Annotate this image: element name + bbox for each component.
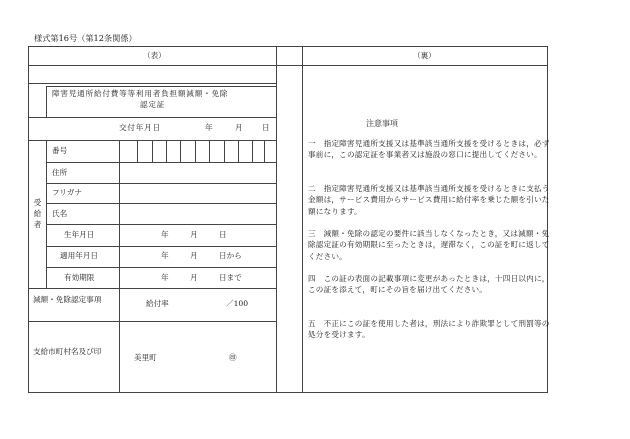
back-header: （裏）	[413, 51, 436, 60]
validity-until-unit: 日まで	[219, 273, 242, 282]
name-label: 氏名	[52, 209, 68, 218]
number-label: 番号	[52, 146, 68, 155]
note-item-4: 四 この証の表面の記載事項に変更があったときは，十四日以内に，この証を添えて，町にその旨を届け出てください。	[308, 274, 550, 295]
issue-date-label: 交付年月日	[119, 123, 161, 132]
form-label: 様式第16号（第12条関係）	[34, 33, 137, 43]
municipality-name: 美里町	[134, 353, 157, 362]
issue-date-year: 年	[205, 123, 213, 132]
issue-date-day: 日	[262, 123, 270, 132]
address-label: 住所	[52, 168, 68, 177]
applicable-from-unit: 日から	[219, 251, 242, 260]
certificate-title-line1: 障害児通所給付費等等利用者負担額減額・免除	[52, 89, 229, 98]
birth-month-unit: 月	[190, 230, 198, 239]
applicable-date-label: 適用年月日	[60, 251, 98, 260]
birth-year-unit: 年	[161, 230, 169, 239]
validity-year-unit: 年	[161, 273, 169, 282]
validity-label: 有効期限	[64, 273, 95, 282]
applicable-month-unit: 月	[190, 251, 198, 260]
birth-day-unit: 日	[219, 230, 227, 239]
note-item-2: 二 指定障害児通所支援又は基準該当通所支援を受けるときに支払う金額は，サービス費用からサービス費用に給付率を乗じた額を引いた額になります。	[308, 184, 550, 216]
seal-mark: ㊞	[229, 353, 237, 362]
note-item-1: 一 指定障害児通所支援又は基準該当通所支援を受けるときは，必ず事前に，この認定証を事業者又は施設の窓口に提出してください。	[308, 139, 550, 160]
municipality-label: 支給市町村名及び印	[33, 347, 102, 356]
note-item-3: 三 減額・免除の認定の要件に該当しなくなったとき，又は減額・免除認定証の有効期限に至ったときは，遅滞なく，この証を町に返してください。	[308, 229, 550, 261]
benefit-rate-label: 給付率	[146, 299, 169, 308]
note-item-5: 五 不正にこの証を使用した者は，刑法により詐欺罪として刑罰等の処分を受けます。	[308, 319, 550, 340]
certificate-title-line2: 認定証	[140, 100, 166, 109]
recipient-label: 受給者	[33, 198, 42, 229]
issue-date-month: 月	[235, 123, 243, 132]
reduction-label: 減額・免除認定事項	[33, 295, 102, 304]
validity-month-unit: 月	[190, 273, 198, 282]
applicable-year-unit: 年	[161, 251, 169, 260]
notes-title: 注意事項	[366, 119, 398, 128]
birth-date-label: 生年月日	[64, 230, 95, 239]
benefit-rate-value: ／100	[226, 299, 249, 308]
front-header: （表）	[143, 51, 166, 60]
furigana-label: フリガナ	[52, 188, 82, 197]
